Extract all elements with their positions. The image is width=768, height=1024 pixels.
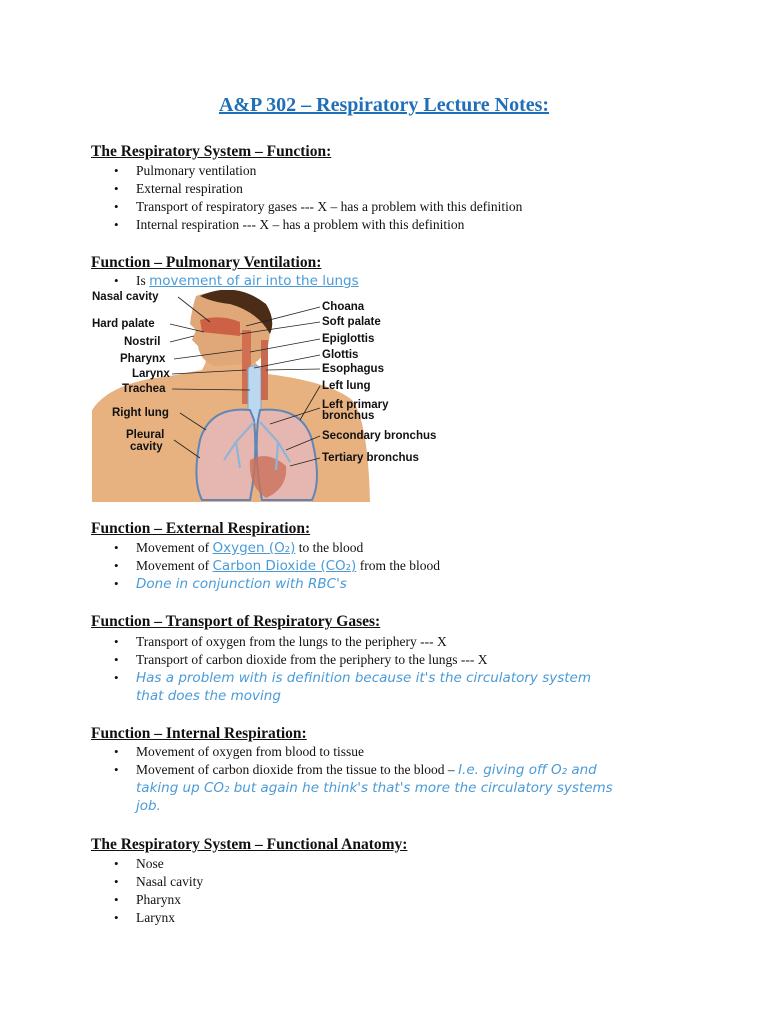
list-external-respiration [0, 539, 700, 593]
label-cavity: cavity [130, 441, 163, 453]
list-item [0, 575, 700, 593]
label-nasal-cavity: Nasal cavity [92, 291, 159, 303]
list-item [0, 272, 700, 290]
list-functional-anatomy [0, 855, 700, 927]
heading-external-respiration: Function – External Respiration: [91, 520, 311, 537]
list-respiratory-function [0, 162, 700, 234]
label-epiglottis: Epiglottis [322, 333, 375, 345]
list-item [0, 761, 700, 815]
label-tertiary-bronchus: Tertiary bronchus [322, 452, 419, 464]
label-soft-palate: Soft palate [322, 316, 381, 328]
list-item: • Pulmonary ventilation [0, 162, 700, 180]
list-item: • Transport of carbon dioxide from the periphery to the lungs --- X [0, 651, 700, 669]
heading-pulmonary-ventilation: Function – Pulmonary Ventilation: [91, 254, 322, 271]
annotation-note: taking up CO₂ but again he think's that's more the circulatory systems [136, 780, 613, 796]
list-item: • Pharynx [0, 891, 700, 909]
annotation-note: that does the moving [136, 688, 281, 704]
list-item: • Internal respiration --- X – has a problem with this definition [0, 216, 700, 234]
label-larynx: Larynx [132, 368, 170, 380]
label-glottis: Glottis [322, 349, 359, 361]
label-left-lung: Left lung [322, 380, 371, 392]
label-esophagus: Esophagus [322, 363, 384, 375]
item-text: Is [136, 273, 146, 288]
list-pulmonary-ventilation [0, 272, 700, 290]
list-item [0, 669, 700, 705]
list-transport-gases [0, 633, 700, 705]
annotation-note: job. [136, 798, 161, 814]
label-right-lung: Right lung [112, 407, 169, 419]
list-item: • Movement of oxygen from blood to tissue [0, 743, 700, 761]
list-item [0, 539, 700, 557]
heading-functional-anatomy: The Respiratory System – Functional Anatomy: [91, 836, 408, 853]
list-item [0, 557, 700, 575]
label-hard-palate: Hard palate [92, 318, 155, 330]
label-pleural: Pleural [126, 429, 165, 441]
heading-transport-gases: Function – Transport of Respiratory Gases: [91, 613, 381, 630]
list-item: • External respiration [0, 180, 700, 198]
item-text: from the blood [359, 558, 440, 573]
heading-internal-respiration: Function – Internal Respiration: [91, 725, 307, 742]
item-text: to the blood [298, 540, 364, 555]
annotation-note: Done in conjunction with RBC's [136, 576, 347, 592]
annotation-link: movement of air into the lungs [149, 273, 359, 289]
item-text: Movement of [136, 558, 210, 573]
label-trachea: Trachea [122, 383, 166, 395]
item-text: Movement of [136, 540, 210, 555]
heading-respiratory-function: The Respiratory System – Function: [91, 143, 332, 160]
annotation-note: I.e. giving off O₂ and [458, 762, 597, 778]
list-item: • Transport of oxygen from the lungs to the periphery --- X [0, 633, 700, 651]
annotation-note: Has a problem with is definition because it's the circulatory system [136, 670, 592, 686]
label-left-primary: Left primary [322, 399, 389, 411]
label-choana: Choana [322, 301, 365, 313]
list-item: • Transport of respiratory gases --- X – has a problem with this definition [0, 198, 700, 216]
respiratory-anatomy-illustration [90, 290, 450, 502]
list-internal-respiration [0, 743, 700, 815]
list-item: • Larynx [0, 909, 700, 927]
label-pharynx: Pharynx [120, 353, 166, 365]
label-nostril: Nostril [124, 336, 161, 348]
page-title: A&P 302 – Respiratory Lecture Notes: [218, 94, 550, 116]
annotation-link: Oxygen (O₂) [212, 540, 296, 556]
label-bronchus: bronchus [322, 410, 375, 422]
item-text: Movement of carbon dioxide from the tissue to the blood – [136, 762, 455, 777]
list-item: • Nose [0, 855, 700, 873]
label-secondary-bronchus: Secondary bronchus [322, 430, 437, 442]
annotation-link: Carbon Dioxide (CO₂) [212, 558, 357, 574]
list-item: • Nasal cavity [0, 873, 700, 891]
